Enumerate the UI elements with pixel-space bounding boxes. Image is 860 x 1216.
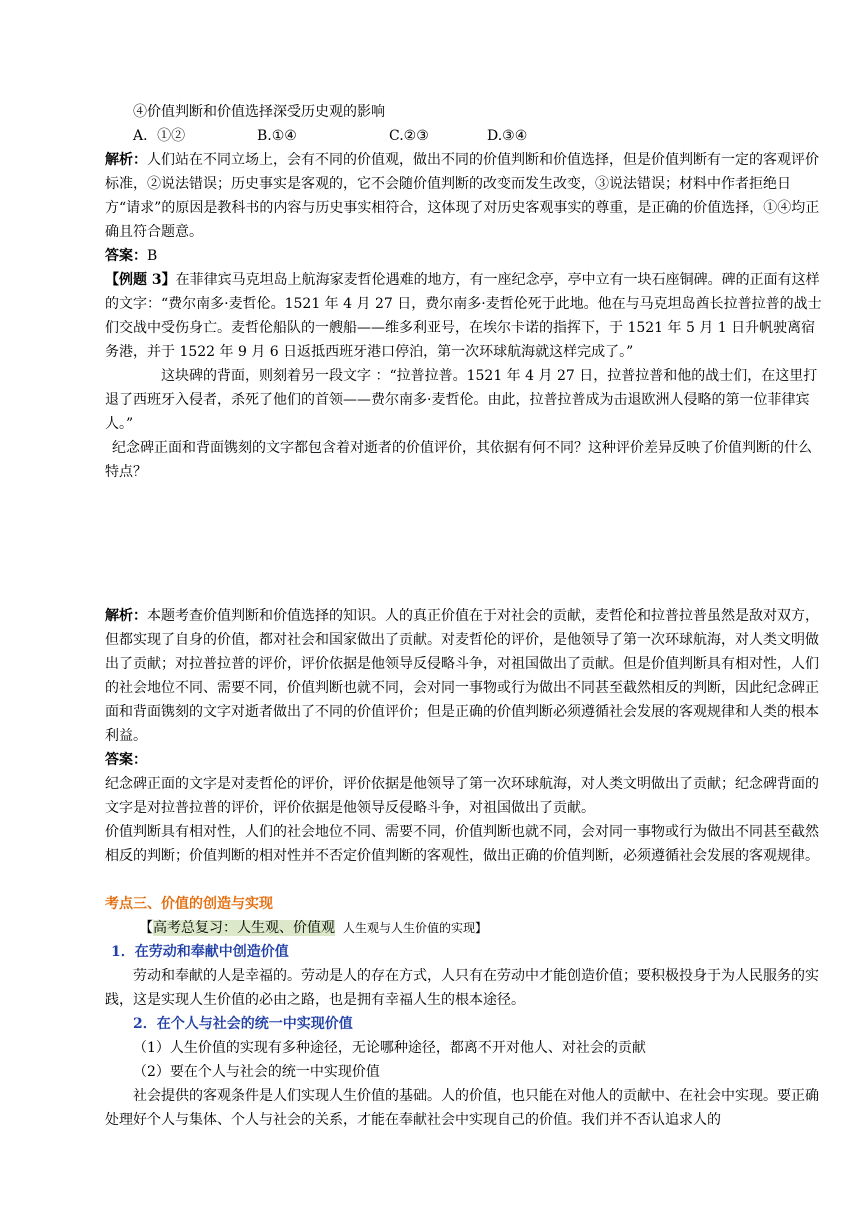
example-3-answer-label: 答案： [105,752,147,768]
analysis-label: 解析： [105,608,147,624]
q2-options [105,124,823,148]
option-d: D.③④ [487,128,528,144]
heading-2-sub2: （2）要在个人与社会的统一中实现价值 [133,1064,380,1080]
review-link[interactable]: 【高考总复习：人生观、价值观 人生观与人生价值的实现】 [139,920,488,936]
answer-label: 答案： [105,248,147,264]
option-b: B.①④ [257,128,297,144]
analysis-text: 人们站在不同立场上，会有不同的价值观，做出不同的价值判断和价值选择，但是价值判断有一定的客观评价标准，②说法错误；历史事实是客观的，它不会随价值判断的改变而发生改变，③说法错误；材料中作者拒绝日方“请求”的原因是教科书的内容与历史事实相符合，这体现了对历史客观事实的尊重，是正确的价值选择，①④均正确且符合题意。 [105,152,820,240]
heading-1: 1．在劳动和奉献中创造价值 [111,944,289,960]
spacer [105,868,823,892]
heading-2-sub1: （1）人生价值的实现有多种途径，无论哪种途径，都离不开对他人、对社会的贡献 [133,1040,646,1056]
q2-answer [105,244,823,268]
heading-1-text: 劳动和奉献的人是幸福的。劳动是人的存在方式，人只有在劳动中才能创造价值；要积极投身于为人民服务的实践，这是实现人生价值的必由之路，也是拥有幸福人生的根本途径。 [105,968,819,1008]
heading-2-text: 社会提供的客观条件是人们实现人生价值的基础。人的价值，也只能在对他人的贡献中、在社会中实现。要正确处理好个人与集体、个人与社会的关系，才能在奉献社会中实现自己的价值。我们并不否认追求人的 [105,1088,819,1128]
analysis-label: 解析： [105,152,147,168]
answer-text: B [147,248,158,264]
example-3-p1: 【例题 3】在菲律宾马克坦岛上航海家麦哲伦遇难的地方，有一座纪念亭，亭中立有一块石座铜碑。碑的正面有这样的文字：“费尔南多·麦哲伦。1521 年 4 月 27 日，费尔南多·麦哲伦死于此地。他在与马克坦岛酋长拉普拉普的战士们交战中受伤身亡。麦哲伦船队的一艘船——维多利亚号，在埃尔卡诺的指挥下，于 1521 年 5 月 1 日升帆驶离宿务港，并于 1522 年 9 月 6 日返抵西班牙港口停泊，第一次环球航海就这样完成了。” [105,272,822,360]
example-3-analysis: 解析：本题考查价值判断和价值选择的知识。人的真正价值在于对社会的贡献，麦哲伦和拉普拉普虽然是敌对双方，但都实现了自身的价值，都对社会和国家做出了贡献。对麦哲伦的评价，是他领导了第一次环球航海，对人类文明做出了贡献；对拉普拉普的评价，评价依据是他领导反侵略斗争，对祖国做出了贡献。但是价值判断具有相对性，人们的社会地位不同、需要不同，价值判断也就不同，会对同一事物或行为做出不同甚至截然相反的判断，因此纪念碑正面和背面镌刻的文字对逝者做出了不同的价值评价；但是正确的价值判断必须遵循社会发展的客观规律和人类的根本利益。 [105,608,819,744]
heading-2: 2．在个人与社会的统一中实现价值 [133,1016,353,1032]
example-3-answer-p2: 价值判断具有相对性，人们的社会地位不同、需要不同，价值判断也就不同，会对同一事物或行为做出不同甚至截然相反的判断；价值判断的相对性并不否定价值判断的客观性，做出正确的价值判断，必须遵循社会发展的客观规律。 [105,824,819,864]
review-highlight: 高考总复习：人生观、价值观 [153,920,335,936]
example-3-p2: 这块碑的背面，则刻着另一段文字 ：“拉普拉普。1521 年 4 月 27 日，拉普拉普和他的战士们，在这里打退了西班牙入侵者，杀死了他们的首领——费尔南多·麦哲伦。由此，拉普拉普成为击退欧洲人侵略的第一位菲律宾人。” [105,368,818,432]
q2-item-4: ④价值判断和价值选择深受历史观的影响 [133,104,385,120]
answer-space [105,484,823,604]
option-c: C.②③ [389,128,429,144]
example-3-answer-p1: 纪念碑正面的文字是对麦哲伦的评价，评价依据是他领导了第一次环球航海，对人类文明做出了贡献；纪念碑背面的文字是对拉普拉普的评价，评价依据是他领导反侵略斗争，对祖国做出了贡献。 [105,776,819,816]
document-page [105,100,823,1132]
q2-analysis [105,148,823,244]
option-a: A．①② [133,128,186,144]
example-3-question: 纪念碑正面和背面镌刻的文字都包含着对逝者的价值评价，其依据有何不同？这种评价差异反映了价值判断的什么特点？ [105,440,812,480]
example-3-label: 【例题 3】 [105,272,176,288]
section-3-title: 考点三、价值的创造与实现 [105,896,273,912]
